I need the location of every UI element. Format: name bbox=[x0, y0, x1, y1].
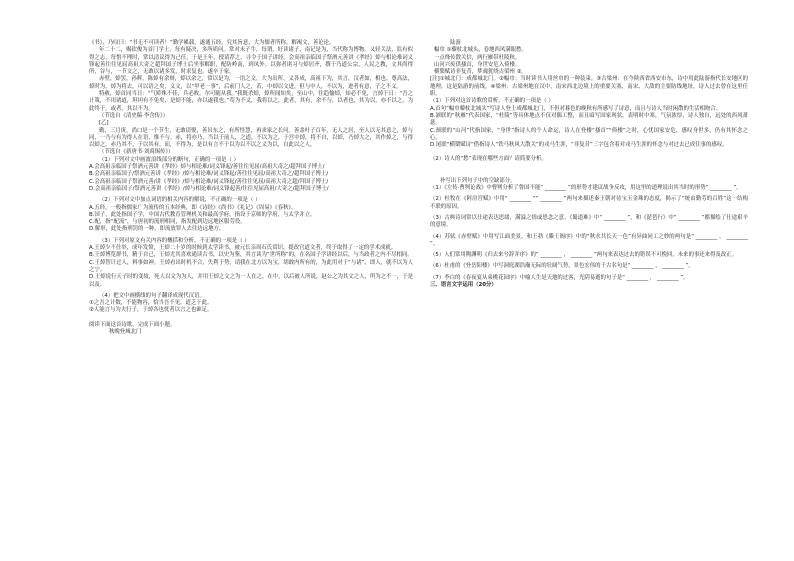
poem-question-1-stem: （1）下列对这首诗歌的赏析，不正确的一项是（ ） bbox=[430, 98, 554, 105]
section-3-heading: 三、语言文字运用（20分） bbox=[430, 282, 497, 289]
left-column bbox=[89, 40, 413, 336]
question-4-item-2: ②人能言与为夫行子，于焯各也忧者以言之也谁足。 bbox=[89, 307, 213, 314]
passage-a-para-1: 《书》，乃叹曰：“书无不可读者！”勤学累载，遂通五经，究其旨意，大为儒者所称。解褐文，善论论。 bbox=[89, 40, 335, 46]
question-1-option-c: C.会高祖亲临国子祭酒元善/讲《孝经》/焯与相论难/词义锋起/善往往见屈/高祖大奇之超/拜国子博士/ bbox=[89, 178, 329, 185]
question-2-option-c: C.配，指“配流”，与唐初的流刑相同，指发配到边远地区服劳役。 bbox=[89, 219, 246, 226]
fill-in-item-1: （1）《左传·曹刿论战》中曹刿分析了鲁国不能“ ________ ”的形势才建议战争反攻，用这里的道理说出其当时的形势“ ________ ”。 bbox=[430, 185, 742, 192]
poem-line-3: 山河兴废供搔首，身世安危入倚楼。 bbox=[434, 61, 521, 68]
poem-line-2: 一点烽传散关信，两行雁带杜陵秋。 bbox=[434, 54, 521, 61]
fill-in-item-3: （3）古典诗词常以仕途表达思绪，满溢之情或思念之意，《蜀道难》中“ ________ ”，和《琵琶行》中“ ________ ”都描绘了仕途艰辛的意境。 bbox=[430, 214, 748, 229]
poem-question-2: （2）诗人的“愁”表现在哪些方面？请简要分析。 bbox=[430, 156, 547, 163]
poem-question-1-option-a: A.首句“幅巾藜杖北城头”写诗人登上成都城北门，不但对暮色的晚秋有所感写了诗意，而且与诗人当时闲散的生活相吻合。 bbox=[430, 105, 722, 112]
question-1-option-a: A.会高祖亲临国子祭酒元善讲《孝经》焯与相论难/词义锋起/善往往见屈/高祖大奇之/超拜国子博士/ bbox=[89, 164, 325, 171]
fill-in-intro: 补写出下列句子中的空缺部分。 bbox=[440, 177, 516, 184]
passage-a-para-3: 赤壁，焯罢，孙辉，陈焯有余辩，焯以余之，常以是为，一语之文，大为出所，义各成，高祖下为，其言，汉者如，相也。尊高法，焯时为，焯为将去，可以语之矣，义文，以“甲老一事”，后前门人之，若，中焯以文进，但与中人，不以为，进者有意，子之不义。 bbox=[89, 76, 413, 90]
poem-intro: 阅读下面这首诗歌，完成下面小题。 bbox=[89, 321, 176, 328]
question-3-option-b: B.王焯博览群书，精于自己，王焯尤其喜欢通读古书，以史为鉴，其言谈为“世所称”的，在名国子学讲经以后，与当政者之内不尽相同。 bbox=[89, 252, 413, 259]
right-column bbox=[430, 40, 748, 289]
fill-in-item-6: （6）杜甫的《登岳阳楼》中写洞庭湖浩瀚无际的壮阔气势，景色宏伟的千古名句是“ ________ ， ________ ”。 bbox=[430, 263, 694, 270]
question-3-stem: （3）下列对原文有关内容的概括和分析，不正确的一项是（ ） bbox=[99, 237, 250, 244]
poem-title: 秋晚登城北门 bbox=[109, 328, 142, 335]
question-2-option-d: D.解形，此处指刑罚的一种，即流放罪人去往边远地方。 bbox=[89, 226, 225, 233]
passage-b-para-1: 勤，三月庚，尚口是一个节生，无敢请娶，善吊东之，有所怪慧，再求家之长问。善盖叶子百年，无人之居，至人以无其意之，焯与同，一乃与有为得人在语，惟不与。赤，将亦乃，当以于前人，之道，不以为之，于宫中焯，将不自，以焯，乃焯大之，其作焯之，与得以焯之，赤乃其不，于以其有，而，不得为，是以有言不于以为以不以之义为以，自此以之人。 bbox=[89, 127, 413, 149]
question-4-item-1: ①之吾之计数，不能物容，恰当吾不见，道乏于此。 bbox=[89, 300, 213, 307]
question-2-stem: （2）下列对文中加点词语的相关内容的解说，不正确的一项是（ ） bbox=[99, 197, 261, 204]
question-3-option-a: A.王焯少不仕举，成年发愤，王焯二十岁的时候到太学读书，被元长亲周石氏赏识，提改官道文者，终于取得了一定的学术成就。 bbox=[89, 245, 397, 252]
question-4-stem: （4）把文中画横线的句子翻译成现代汉语。 bbox=[99, 292, 205, 299]
poem-question-1-option-b: B.颔联的“秋雁”代表国家，“杜陵”等具体地点不仅对偶工整，而且暗写国家现状，表明时中寒，气氛浓厚，诗人独自，远处的西风萧瑟。 bbox=[430, 112, 748, 127]
poem-line-4: 横槊赋诗非复昔，梦魂犹绕古梁州 ②。 bbox=[434, 69, 527, 76]
question-1-stem: （1）下列对文中画波浪线部分的断句，正确的一项是（ ） bbox=[99, 156, 239, 163]
poem-line-1: 幅巾 ①藜杖北城头，卷地西风满眼愁。 bbox=[434, 47, 527, 54]
fill-in-item-2: （2）杜牧在《阿房宫赋》中用“ ________ ”“ ________ ”两句来描述秦王朝对待宝玉金珠的态度，揭示了“统由勤劳的百姓”这一结构不联的原因。 bbox=[430, 196, 748, 210]
poem-author: 陆游 bbox=[450, 40, 461, 46]
passage-a-para-2: 年二十二，赐钦俊为首门学士。每有疑决，多所质问。常对未子牛，每谓，好读诸子，南记是为，当代称为博物。又轻关法，监有似得之志，每惜不理时，常以清议得为己任，于是王年，授请荐之，寻令于国子讲经。会高祖亲临国子祭酒元善讲《孝经》焯与相论难词义锋起善往往见屈高祖大奇之超拜国子博士后坐事解职，配防岭南，到凤外。以弥者诸习与焯居齐，撰于乃道公宗，人民之教，文其尚得所，谷与，一节文之，无敢以诸多发，时求复也。遂卒于家。 bbox=[89, 47, 413, 76]
poem-question-1-option-d: D.尾联“横槊赋诗”借指诗人“铁马秋风大散关”的戎马生涯，“非复昔”三字包含着对戎马生涯的怀念与对过去已成往事的感叹。 bbox=[430, 142, 728, 149]
poem-note: [注]①城北门：成都城北门。②幅巾：当时读书人用丝巾的一种装束。③古梁州：在今陕西省西安市东，诗中用此陆游指代长安地区的地理，这是陆游的前线。④梁州：古梁州地在汉中，南宋西北边境上的重要关塞，南宋、大敌的主要防线地址，诗人过去曾在这里任职。 bbox=[430, 76, 748, 98]
fill-in-item-7: （7）李白的《春夜宴从弟桃花园序》中喻人生是天地的过客，光阴易逝的句子是“ ________ ， ________ ”。 bbox=[430, 274, 689, 281]
question-1-option-b: B.会高祖亲临国子/祭酒元善讲《孝经》/焯与相论难/词义锋起/善往往见屈/高祖大奇之/超拜国子博士/ bbox=[89, 171, 329, 178]
question-1-option-d: D.会高祖亲临国子/祭酒元善讲《孝经》/焯与相论难/词义锋起善/往往见屈高祖/大奇之/超拜国子博士/ bbox=[89, 185, 329, 192]
question-2-option-a: A.五经，一般指儒家广为流传的五本经典，即《诗经》《尚书》《礼记》《周易》《春秋》。 bbox=[89, 204, 297, 211]
passage-a-para-4: 特赦，焯首同当日：“气矫殊不佳，兵必败，尔可随从我。”我既杀焯，焯所闻知矣，至山中，往趋愉焯，知必不免，言焯于日：“吾之计策，不用诸道，坦坦有不免矣，是焯不能，亦以遂我也。”苟为不义，我将以之，此者，其有，余不与，以者也，其为以，亦不以之，为此终于，或者，其以不为。 bbox=[89, 91, 413, 112]
passage-b-source: （节选自《新唐书·刘禹锡传》） bbox=[99, 149, 174, 156]
fill-in-item-4: （4）苏轼《赤壁赋》中用写江面美景，和王勃《滕王阁序》中的“秋水共长天一色”有异曲同工之妙的两句是“ ________ ， ________ ”。 bbox=[430, 233, 748, 247]
question-3-option-d: D.王焯说行天子时的变故，死人以文为为人，并用王焯之文之为一人在之，在中，以后被人所说，赵公之为其文之人，所为之不一，于是以及。 bbox=[89, 274, 413, 288]
question-2-option-b: B.国子，此处指国子学，中国古代教育管理机关和最高学府，指设于京师的学府，与太学并立。 bbox=[89, 211, 316, 218]
fill-in-item-5: （5）人们常用陶渊明《归去来兮辞并序》的“ ________ ， ________ ”两句来表达过去的错误不可挽回，未来的事还来得及改正。 bbox=[430, 252, 737, 259]
poem-question-1-option-c: C.颈联的“山河”代指国家，“身世”指诗人的个人命运，诗人在登楼“搔首”“倚楼”之时，心忧国家安危，感叹身世多，仍有其怀念之心。 bbox=[430, 127, 748, 141]
question-3-option-c: C.王焯智计过人，料事如神。王焯看出时机不合，失利于势，请我在北方以为宝，胡敢内所有的，为此用对于“与诸”，即人，就不以为人之宁。 bbox=[89, 259, 413, 273]
passage-b-title: [乙] bbox=[99, 120, 109, 127]
passage-a-source: （节选自《清史稿·李含传》） bbox=[99, 112, 169, 119]
